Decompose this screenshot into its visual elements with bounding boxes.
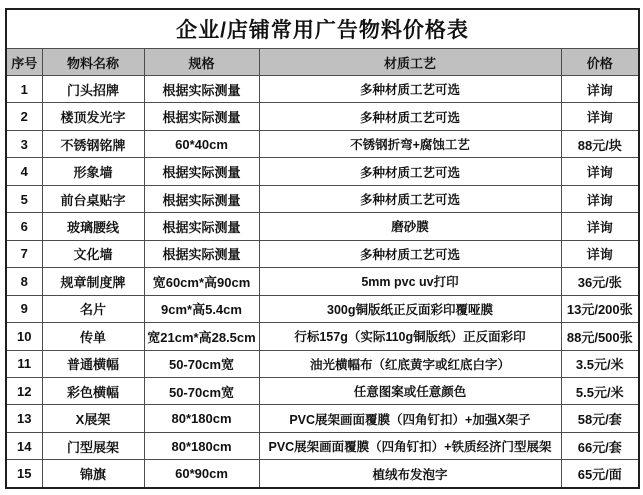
cell-material-name: 门型展架 <box>42 432 144 459</box>
col-header-spec: 规格 <box>144 49 259 76</box>
title-row <box>6 9 639 49</box>
table-row <box>6 103 639 130</box>
cell-specification: 宽21cm*高28.5cm <box>144 323 259 350</box>
cell-material-process: 多种材质工艺可选 <box>259 76 561 103</box>
cell-specification: 宽60cm*高90cm <box>144 268 259 295</box>
table-row <box>6 350 639 377</box>
cell-price: 详询 <box>561 158 639 185</box>
table-row <box>6 432 639 459</box>
cell-serial-number: 11 <box>6 350 42 377</box>
cell-specification: 根据实际测量 <box>144 103 259 130</box>
cell-specification: 60*40cm <box>144 130 259 157</box>
cell-serial-number: 13 <box>6 405 42 432</box>
cell-material-name: 规章制度牌 <box>42 268 144 295</box>
cell-material-name: 文化墙 <box>42 240 144 267</box>
page-title: 企业/店铺常用广告物料价格表 <box>6 9 639 49</box>
cell-specification: 80*180cm <box>144 432 259 459</box>
cell-material-name: 锦旗 <box>42 460 144 488</box>
cell-specification: 根据实际测量 <box>144 213 259 240</box>
cell-serial-number: 9 <box>6 295 42 322</box>
table-row <box>6 377 639 404</box>
table-row <box>6 323 639 350</box>
col-header-no: 序号 <box>6 49 42 76</box>
cell-material-name: 普通横幅 <box>42 350 144 377</box>
table-row <box>6 405 639 432</box>
cell-specification: 根据实际测量 <box>144 240 259 267</box>
cell-price: 3.5元/米 <box>561 350 639 377</box>
table-row <box>6 185 639 212</box>
cell-specification: 50-70cm宽 <box>144 350 259 377</box>
cell-specification: 50-70cm宽 <box>144 377 259 404</box>
cell-price: 详询 <box>561 103 639 130</box>
table-row <box>6 213 639 240</box>
cell-serial-number: 15 <box>6 460 42 488</box>
cell-serial-number: 10 <box>6 323 42 350</box>
cell-serial-number: 1 <box>6 76 42 103</box>
cell-material-process: 行标157g（实际110g铜版纸）正反面彩印 <box>259 323 561 350</box>
cell-serial-number: 6 <box>6 213 42 240</box>
cell-material-process: 不锈钢折弯+腐蚀工艺 <box>259 130 561 157</box>
table-row <box>6 295 639 322</box>
cell-price: 详询 <box>561 240 639 267</box>
cell-material-process: 多种材质工艺可选 <box>259 103 561 130</box>
table-row <box>6 268 639 295</box>
cell-price: 88元/块 <box>561 130 639 157</box>
cell-material-process: 任意图案或任意颜色 <box>259 377 561 404</box>
cell-material-process: PVC展架画面覆膜（四角钉扣）+加强X架子 <box>259 405 561 432</box>
cell-price: 详询 <box>561 185 639 212</box>
cell-price: 58元/套 <box>561 405 639 432</box>
table-row <box>6 76 639 103</box>
cell-material-process: 多种材质工艺可选 <box>259 240 561 267</box>
cell-serial-number: 3 <box>6 130 42 157</box>
cell-material-name: 传单 <box>42 323 144 350</box>
cell-material-process: 多种材质工艺可选 <box>259 158 561 185</box>
col-header-name: 物料名称 <box>42 49 144 76</box>
cell-serial-number: 4 <box>6 158 42 185</box>
table-body <box>6 76 639 489</box>
cell-material-name: 玻璃腰线 <box>42 213 144 240</box>
cell-material-process: 5mm pvc uv打印 <box>259 268 561 295</box>
cell-material-process: 300g铜版纸正反面彩印覆哑膜 <box>259 295 561 322</box>
cell-material-name: 楼顶发光字 <box>42 103 144 130</box>
cell-material-process: 植绒布发泡字 <box>259 460 561 488</box>
cell-price: 详询 <box>561 76 639 103</box>
cell-material-name: 不锈钢铭牌 <box>42 130 144 157</box>
cell-serial-number: 8 <box>6 268 42 295</box>
col-header-price: 价格 <box>561 49 639 76</box>
cell-serial-number: 5 <box>6 185 42 212</box>
cell-serial-number: 2 <box>6 103 42 130</box>
cell-material-name: 门头招牌 <box>42 76 144 103</box>
cell-material-name: 名片 <box>42 295 144 322</box>
cell-serial-number: 14 <box>6 432 42 459</box>
cell-price: 66元/套 <box>561 432 639 459</box>
cell-specification: 根据实际测量 <box>144 185 259 212</box>
price-table <box>5 8 640 489</box>
cell-specification: 9cm*高5.4cm <box>144 295 259 322</box>
table-row <box>6 130 639 157</box>
cell-price: 5.5元/米 <box>561 377 639 404</box>
header-row <box>6 49 639 76</box>
cell-specification: 60*90cm <box>144 460 259 488</box>
cell-specification: 80*180cm <box>144 405 259 432</box>
cell-specification: 根据实际测量 <box>144 76 259 103</box>
cell-serial-number: 12 <box>6 377 42 404</box>
cell-material-process: 多种材质工艺可选 <box>259 185 561 212</box>
cell-material-name: X展架 <box>42 405 144 432</box>
col-header-process: 材质工艺 <box>259 49 561 76</box>
table-row <box>6 460 639 488</box>
cell-material-name: 彩色横幅 <box>42 377 144 404</box>
cell-price: 36元/张 <box>561 268 639 295</box>
cell-specification: 根据实际测量 <box>144 158 259 185</box>
cell-material-process: 磨砂膜 <box>259 213 561 240</box>
cell-material-process: PVC展架画面覆膜（四角钉扣）+铁质经济门型展架 <box>259 432 561 459</box>
table-row <box>6 240 639 267</box>
cell-material-name: 形象墙 <box>42 158 144 185</box>
cell-material-process: 油光横幅布（红底黄字或红底白字） <box>259 350 561 377</box>
cell-material-name: 前台桌贴字 <box>42 185 144 212</box>
cell-price: 88元/500张 <box>561 323 639 350</box>
cell-price: 65元/面 <box>561 460 639 488</box>
cell-price: 详询 <box>561 213 639 240</box>
cell-serial-number: 7 <box>6 240 42 267</box>
table-row <box>6 158 639 185</box>
cell-price: 13元/200张 <box>561 295 639 322</box>
